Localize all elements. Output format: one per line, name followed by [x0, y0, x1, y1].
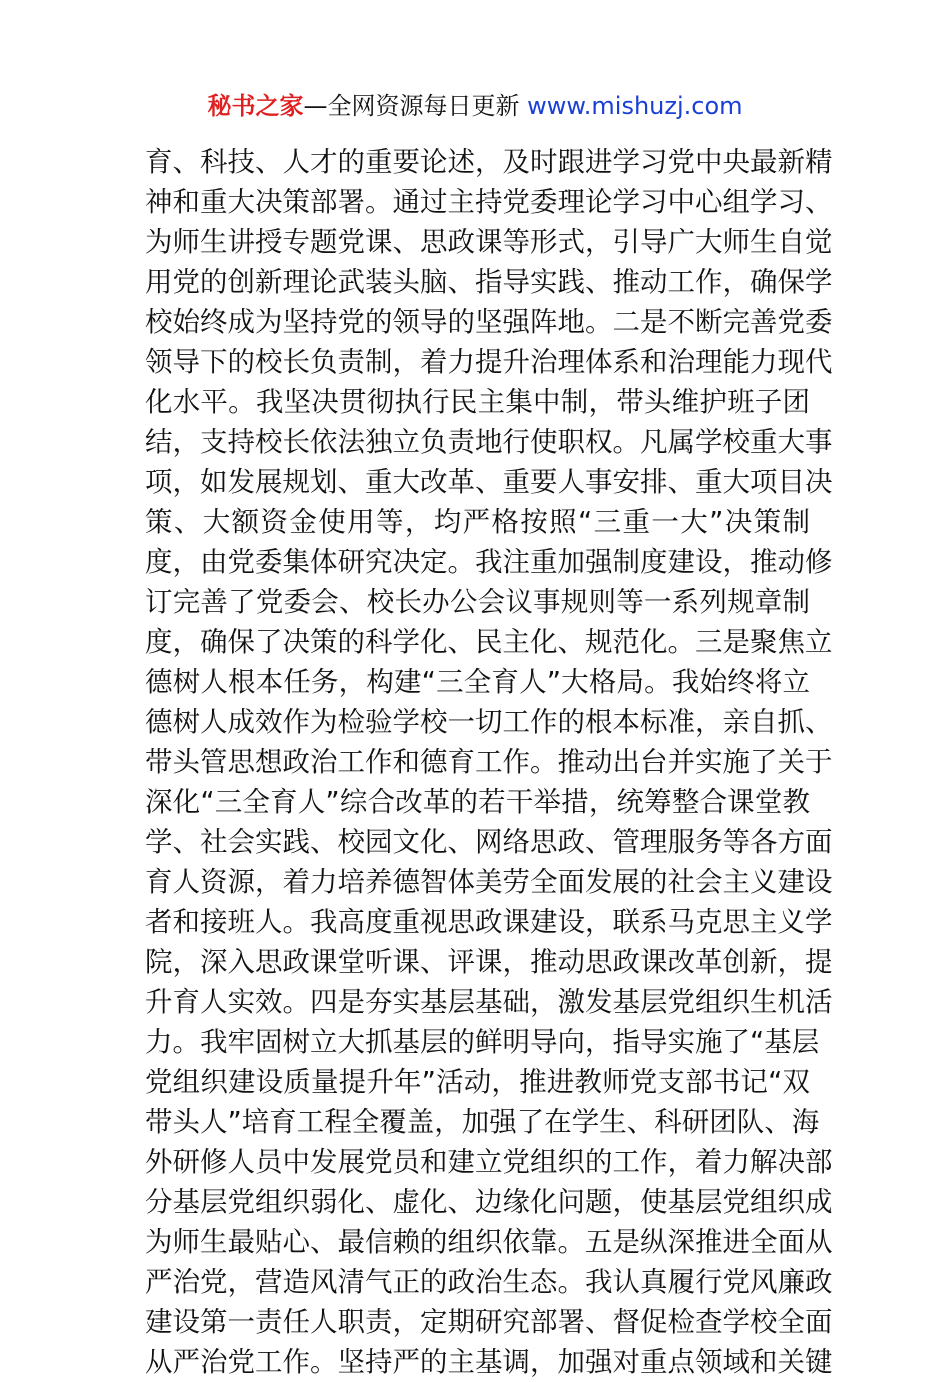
text-line: 外研修人员中发展党员和建立党组织的工作，着力解决部: [145, 1146, 833, 1178]
text-line: 分基层党组织弱化、虚化、边缘化问题，使基层党组织成: [145, 1186, 833, 1218]
header-tagline: —全网资源每日更新: [303, 92, 520, 120]
site-url-link[interactable]: www.mishuzj.com: [527, 92, 743, 120]
text-line: 订完善了党委会、校长办公会议事规则等一系列规章制: [145, 586, 810, 618]
text-line: 度，确保了决策的科学化、民主化、规范化。三是聚焦立: [145, 626, 833, 658]
text-line: 德树人成效作为检验学校一切工作的根本标准，亲自抓、: [145, 706, 833, 738]
text-line: 力。我牢固树立大抓基层的鲜明导向，指导实施了“基层: [145, 1026, 820, 1058]
text-line: 化水平。我坚决贯彻执行民主集中制，带头维护班子团: [145, 386, 810, 418]
text-line: 校始终成为坚持党的领导的坚强阵地。二是不断完善党委: [145, 306, 833, 338]
document-body: [145, 142, 833, 1382]
brand-name: 秘书之家: [207, 92, 304, 120]
text-line: 用党的创新理论武装头脑、指导实践、推动工作，确保学: [145, 266, 833, 298]
text-line: 策、大额资金使用等，均严格按照“三重一大”决策制: [145, 506, 810, 538]
text-line: 升育人实效。四是夯实基层基础，激发基层党组织生机活: [145, 986, 833, 1018]
text-line: 领导下的校长负责制，着力提升治理体系和治理能力现代: [145, 346, 833, 378]
text-line: 从严治党工作。坚持严的主基调，加强对重点领域和关键: [145, 1346, 833, 1378]
text-line: 结，支持校长依法独立负责地行使职权。凡属学校重大事: [145, 426, 833, 458]
text-line: 深化“三全育人”综合改革的若干举措，统筹整合课堂教: [145, 786, 810, 818]
text-line: 项，如发展规划、重大改革、重要人事安排、重大项目决: [145, 466, 833, 498]
text-line: 建设第一责任人职责，定期研究部署、督促检查学校全面: [145, 1306, 833, 1338]
text-line: 带头管思想政治工作和德育工作。推动出台并实施了关于: [145, 746, 833, 778]
text-line: 度，由党委集体研究决定。我注重加强制度建设，推动修: [145, 546, 833, 578]
text-line: 为师生最贴心、最信赖的组织依靠。五是纵深推进全面从: [145, 1226, 833, 1258]
text-line: 育人资源，着力培养德智体美劳全面发展的社会主义建设: [145, 866, 833, 898]
text-line: 学、社会实践、校园文化、网络思政、管理服务等各方面: [145, 826, 833, 858]
site-header: [0, 86, 950, 126]
text-line: 者和接班人。我高度重视思政课建设，联系马克思主义学: [145, 906, 833, 938]
text-line: 育、科技、人才的重要论述，及时跟进学习党中央最新精: [145, 146, 833, 178]
text-line: 带头人”培育工程全覆盖，加强了在学生、科研团队、海: [145, 1106, 820, 1138]
text-line: 院，深入思政课堂听课、评课，推动思政课改革创新，提: [145, 946, 833, 978]
text-line: 严治党，营造风清气正的政治生态。我认真履行党风廉政: [145, 1266, 833, 1298]
text-line: 为师生讲授专题党课、思政课等形式，引导广大师生自觉: [145, 226, 833, 258]
text-line: 神和重大决策部署。通过主持党委理论学习中心组学习、: [145, 186, 833, 218]
text-line: 党组织建设质量提升年”活动，推进教师党支部书记“双: [145, 1066, 810, 1098]
text-line: 德树人根本任务，构建“三全育人”大格局。我始终将立: [145, 666, 810, 698]
